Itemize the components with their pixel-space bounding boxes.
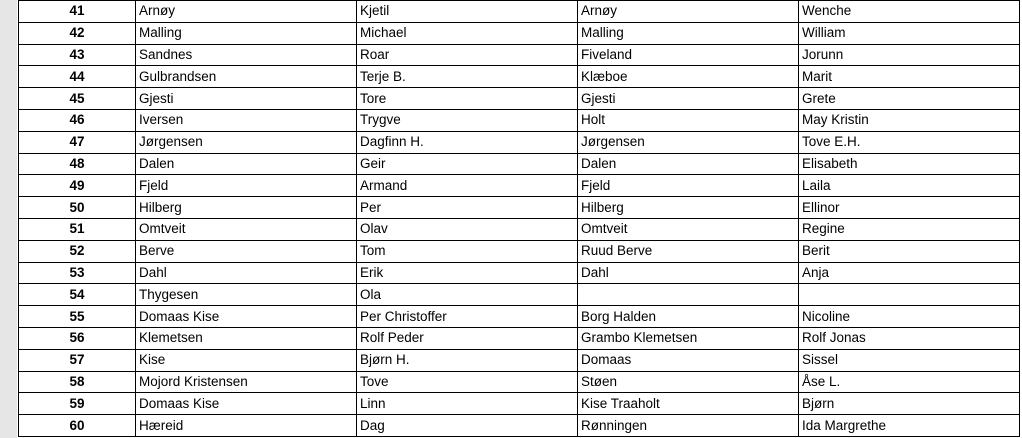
table-row	[19, 1, 1020, 23]
first-name-1-cell[interactable]: Geir	[357, 153, 578, 175]
table-row	[19, 44, 1020, 66]
first-name-2-cell[interactable]: Rolf Jonas	[799, 327, 1020, 349]
row-number-cell[interactable]: 56	[19, 327, 136, 349]
surname-2-cell[interactable]: Dalen	[578, 153, 799, 175]
row-number-cell[interactable]: 55	[19, 306, 136, 328]
surname-1-cell[interactable]: Malling	[136, 22, 357, 44]
first-name-2-cell[interactable]: Elisabeth	[799, 153, 1020, 175]
first-name-1-cell[interactable]: Terje B.	[357, 66, 578, 88]
first-name-1-cell[interactable]: Olav	[357, 218, 578, 240]
first-name-1-cell[interactable]: Erik	[357, 262, 578, 284]
row-number-cell[interactable]: 41	[19, 1, 136, 23]
surname-2-cell[interactable]: Fiveland	[578, 44, 799, 66]
surname-1-cell[interactable]: Dahl	[136, 262, 357, 284]
first-name-2-cell[interactable]: Regine	[799, 218, 1020, 240]
surname-1-cell[interactable]: Hæreid	[136, 415, 357, 437]
first-name-1-cell[interactable]: Bjørn H.	[357, 349, 578, 371]
table-row	[19, 197, 1020, 219]
first-name-1-cell[interactable]: Linn	[357, 393, 578, 415]
first-name-2-cell[interactable]: Bjørn	[799, 393, 1020, 415]
first-name-2-cell[interactable]: Tove E.H.	[799, 131, 1020, 153]
participant-table-body	[19, 1, 1020, 437]
surname-2-cell[interactable]: Jørgensen	[578, 131, 799, 153]
first-name-2-cell[interactable]: Wenche	[799, 1, 1020, 23]
surname-1-cell[interactable]: Sandnes	[136, 44, 357, 66]
surname-1-cell[interactable]: Kise	[136, 349, 357, 371]
surname-2-cell[interactable]: Ruud Berve	[578, 240, 799, 262]
first-name-2-cell[interactable]: Jorunn	[799, 44, 1020, 66]
first-name-2-cell[interactable]: Ellinor	[799, 197, 1020, 219]
surname-1-cell[interactable]: Arnøy	[136, 1, 357, 23]
surname-1-cell[interactable]: Jørgensen	[136, 131, 357, 153]
table-row	[19, 262, 1020, 284]
row-number-cell[interactable]: 47	[19, 131, 136, 153]
row-number-cell[interactable]: 51	[19, 218, 136, 240]
surname-1-cell[interactable]: Domaas Kise	[136, 306, 357, 328]
table-row	[19, 371, 1020, 393]
surname-1-cell[interactable]: Gulbrandsen	[136, 66, 357, 88]
first-name-2-cell[interactable]: Berit	[799, 240, 1020, 262]
surname-1-cell[interactable]: Berve	[136, 240, 357, 262]
row-number-cell[interactable]: 59	[19, 393, 136, 415]
surname-1-cell[interactable]: Omtveit	[136, 218, 357, 240]
surname-2-cell[interactable]: Klæboe	[578, 66, 799, 88]
surname-2-cell[interactable]: Gjesti	[578, 88, 799, 110]
surname-2-cell[interactable]: Kise Traaholt	[578, 393, 799, 415]
surname-2-cell[interactable]	[578, 284, 799, 306]
first-name-2-cell[interactable]: Marit	[799, 66, 1020, 88]
first-name-1-cell[interactable]: Armand	[357, 175, 578, 197]
surname-2-cell[interactable]: Rønningen	[578, 415, 799, 437]
surname-2-cell[interactable]: Hilberg	[578, 197, 799, 219]
row-number-cell[interactable]: 53	[19, 262, 136, 284]
first-name-2-cell[interactable]: Grete	[799, 88, 1020, 110]
surname-2-cell[interactable]: Borg Halden	[578, 306, 799, 328]
surname-1-cell[interactable]: Dalen	[136, 153, 357, 175]
surname-1-cell[interactable]: Hilberg	[136, 197, 357, 219]
first-name-2-cell[interactable]: Laila	[799, 175, 1020, 197]
row-number-cell[interactable]: 43	[19, 44, 136, 66]
first-name-1-cell[interactable]: Roar	[357, 44, 578, 66]
first-name-2-cell[interactable]: Ida Margrethe	[799, 415, 1020, 437]
row-number-cell[interactable]: 44	[19, 66, 136, 88]
surname-1-cell[interactable]: Fjeld	[136, 175, 357, 197]
first-name-1-cell[interactable]: Tom	[357, 240, 578, 262]
first-name-2-cell[interactable]: Nicoline	[799, 306, 1020, 328]
first-name-1-cell[interactable]: Rolf Peder	[357, 327, 578, 349]
first-name-1-cell[interactable]: Per Christoffer	[357, 306, 578, 328]
surname-2-cell[interactable]: Fjeld	[578, 175, 799, 197]
first-name-2-cell[interactable]	[799, 284, 1020, 306]
surname-2-cell[interactable]: Holt	[578, 109, 799, 131]
table-row	[19, 88, 1020, 110]
row-number-cell[interactable]: 54	[19, 284, 136, 306]
table-row	[19, 393, 1020, 415]
first-name-2-cell[interactable]: Åse L.	[799, 371, 1020, 393]
surname-2-cell[interactable]: Dahl	[578, 262, 799, 284]
row-number-cell[interactable]: 52	[19, 240, 136, 262]
table-row	[19, 415, 1020, 437]
first-name-2-cell[interactable]: William	[799, 22, 1020, 44]
surname-2-cell[interactable]: Omtveit	[578, 218, 799, 240]
row-number-cell[interactable]: 50	[19, 197, 136, 219]
table-row	[19, 349, 1020, 371]
participant-table	[18, 0, 1020, 437]
first-name-1-cell[interactable]: Tove	[357, 371, 578, 393]
table-row	[19, 284, 1020, 306]
first-name-2-cell[interactable]: Anja	[799, 262, 1020, 284]
row-number-cell[interactable]: 58	[19, 371, 136, 393]
surname-1-cell[interactable]: Thygesen	[136, 284, 357, 306]
surname-2-cell[interactable]: Støen	[578, 371, 799, 393]
surname-1-cell[interactable]: Klemetsen	[136, 327, 357, 349]
surname-1-cell[interactable]: Mojord Kristensen	[136, 371, 357, 393]
table-row	[19, 306, 1020, 328]
table-row	[19, 153, 1020, 175]
table-row	[19, 22, 1020, 44]
first-name-1-cell[interactable]: Dagfinn H.	[357, 131, 578, 153]
surname-2-cell[interactable]: Malling	[578, 22, 799, 44]
first-name-2-cell[interactable]: Sissel	[799, 349, 1020, 371]
row-number-cell[interactable]: 46	[19, 109, 136, 131]
table-row	[19, 175, 1020, 197]
surname-1-cell[interactable]: Domaas Kise	[136, 393, 357, 415]
document-page	[17, 0, 1022, 438]
first-name-1-cell[interactable]: Dag	[357, 415, 578, 437]
table-row	[19, 218, 1020, 240]
first-name-1-cell[interactable]: Per	[357, 197, 578, 219]
first-name-1-cell[interactable]: Ola	[357, 284, 578, 306]
row-number-cell[interactable]: 49	[19, 175, 136, 197]
row-number-cell[interactable]: 42	[19, 22, 136, 44]
surname-2-cell[interactable]: Grambo Klemetsen	[578, 327, 799, 349]
surname-2-cell[interactable]: Domaas	[578, 349, 799, 371]
row-number-cell[interactable]: 48	[19, 153, 136, 175]
row-number-cell[interactable]: 57	[19, 349, 136, 371]
surname-1-cell[interactable]: Gjesti	[136, 88, 357, 110]
first-name-1-cell[interactable]: Tore	[357, 88, 578, 110]
surname-2-cell[interactable]: Arnøy	[578, 1, 799, 23]
surname-1-cell[interactable]: Iversen	[136, 109, 357, 131]
table-row	[19, 109, 1020, 131]
table-row	[19, 240, 1020, 262]
row-number-cell[interactable]: 60	[19, 415, 136, 437]
first-name-2-cell[interactable]: May Kristin	[799, 109, 1020, 131]
first-name-1-cell[interactable]: Kjetil	[357, 1, 578, 23]
table-row	[19, 327, 1020, 349]
table-row	[19, 66, 1020, 88]
first-name-1-cell[interactable]: Trygve	[357, 109, 578, 131]
first-name-1-cell[interactable]: Michael	[357, 22, 578, 44]
table-row	[19, 131, 1020, 153]
row-number-cell[interactable]: 45	[19, 88, 136, 110]
